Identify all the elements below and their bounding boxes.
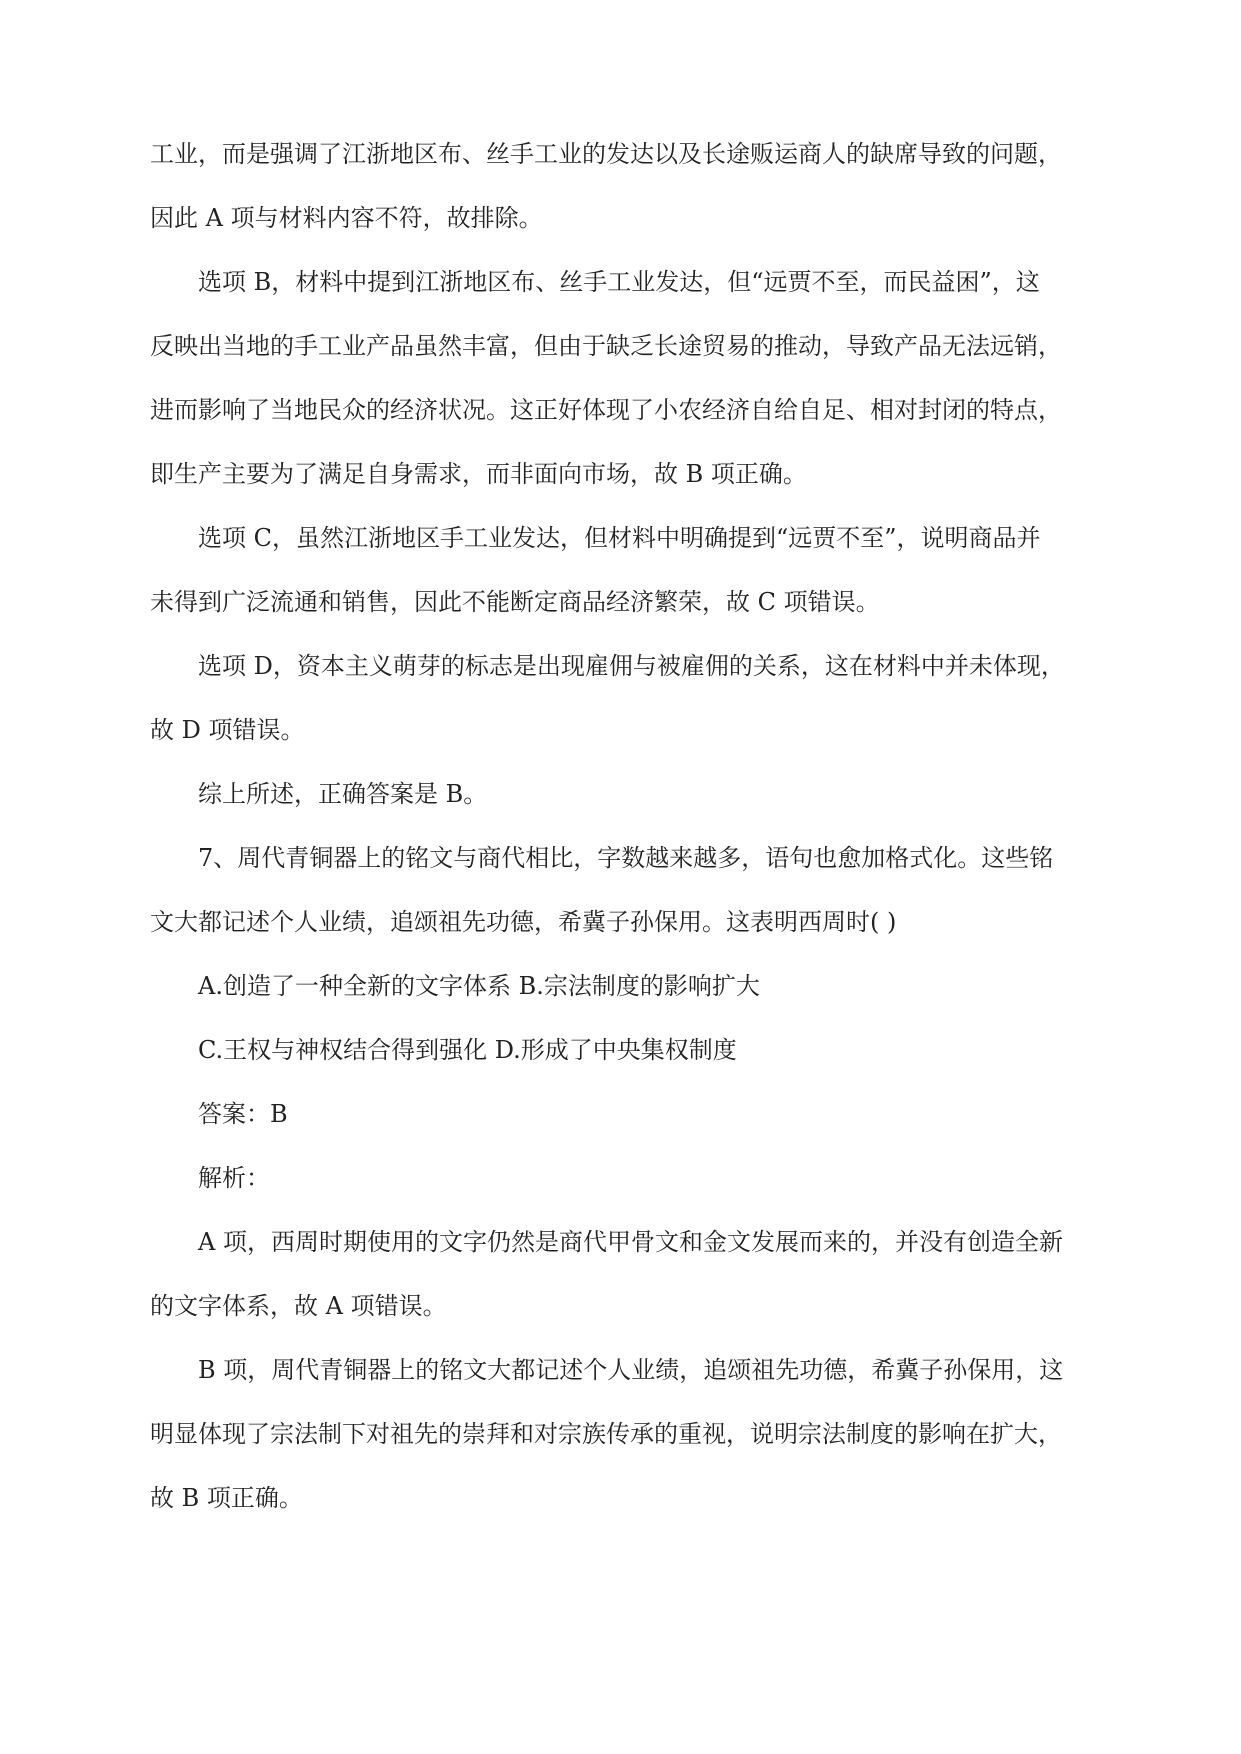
text-line: 即生产主要为了满足自身需求，而非面向市场，故 B 项正确。 [150, 460, 807, 488]
text-line: 工业，而是强调了江浙地区布、丝手工业的发达以及长途贩运商人的缺席导致的问题， [150, 140, 1062, 168]
text-line: 故 B 项正确。 [150, 1484, 303, 1512]
text-line: 的文字体系，故 A 项错误。 [150, 1292, 447, 1320]
text-line: 反映出当地的手工业产品虽然丰富，但由于缺乏长途贸易的推动，导致产品无法远销， [150, 332, 1062, 360]
analysis-heading: 解析： [198, 1164, 270, 1192]
text-line: 因此 A 项与材料内容不符，故排除。 [150, 204, 543, 232]
text-line: 未得到广泛流通和销售，因此不能断定商品经济繁荣，故 C 项错误。 [150, 588, 880, 616]
text-line: 选项 D，资本主义萌芽的标志是出现雇佣与被雇佣的关系，这在材料中并未体现， [198, 652, 1065, 680]
text-line: 进而影响了当地民众的经济状况。这正好体现了小农经济自给自足、相对封闭的特点， [150, 396, 1062, 424]
question-stem: 文大都记述个人业绩，追颂祖先功德，希冀子孙保用。这表明西周时( ) [150, 908, 897, 936]
answer-line: 答案：B [198, 1100, 288, 1128]
text-line: 明显体现了宗法制下对祖先的崇拜和对宗族传承的重视，说明宗法制度的影响在扩大， [150, 1420, 1062, 1448]
text-line: 故 D 项错误。 [150, 716, 305, 744]
text-line: 选项 B，材料中提到江浙地区布、丝手工业发达，但“远贾不至，而民益困”，这 [198, 268, 1040, 296]
options-line: C.王权与神权结合得到强化 D.形成了中央集权制度 [198, 1036, 737, 1064]
question-stem: 7、周代青铜器上的铭文与商代相比，字数越来越多，语句也愈加格式化。这些铭 [198, 844, 1054, 872]
text-line: B 项，周代青铜器上的铭文大都记述个人业绩，追颂祖先功德，希冀子孙保用，这 [198, 1356, 1064, 1384]
options-line: A.创造了一种全新的文字体系 B.宗法制度的影响扩大 [198, 972, 760, 1000]
text-line: 选项 C，虽然江浙地区手工业发达，但材料中明确提到“远贾不至”，说明商品并 [198, 524, 1041, 552]
document-body [150, 138, 1110, 1546]
text-line: 综上所述，正确答案是 B。 [198, 780, 488, 808]
text-line: A 项，西周时期使用的文字仍然是商代甲骨文和金文发展而来的，并没有创造全新 [198, 1228, 1063, 1256]
